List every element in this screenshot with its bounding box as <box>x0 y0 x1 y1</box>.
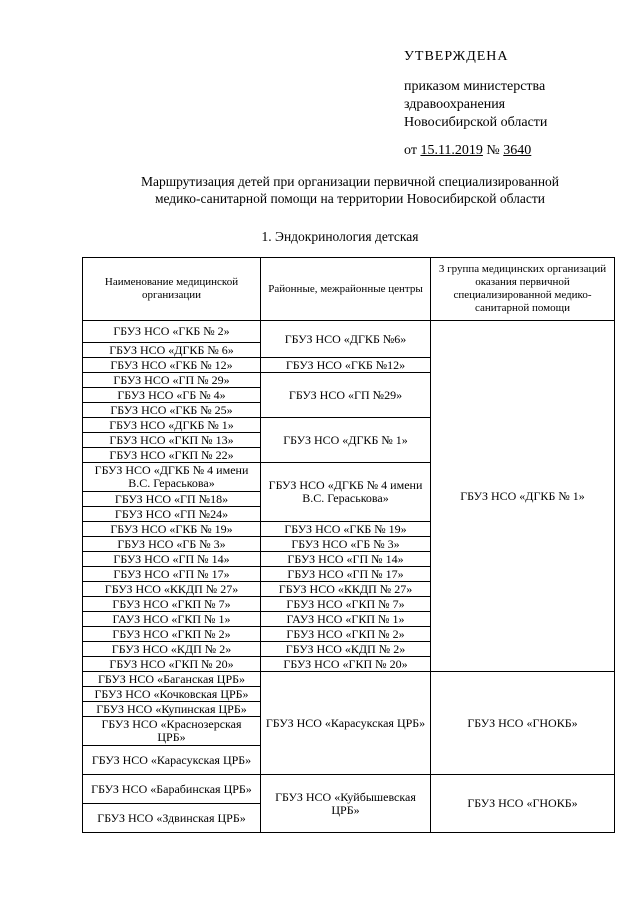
routing-table <box>82 257 615 833</box>
group-cell: ГБУЗ НСО «ГНОКБ» <box>431 775 615 833</box>
org-cell: ГБУЗ НСО «ГП № 14» <box>83 552 261 567</box>
org-cell: ГБУЗ НСО «ГКП № 13» <box>83 433 261 448</box>
org-cell: ГБУЗ НСО «ГП №18» <box>83 492 261 507</box>
date-prefix: от <box>404 143 417 158</box>
org-cell: ГБУЗ НСО «КДП № 2» <box>83 642 261 657</box>
org-cell: ГБУЗ НСО «ГП №24» <box>83 507 261 522</box>
org-cell: ГБУЗ НСО «ДГКБ № 4 имени В.С. Гераськова» <box>83 463 261 492</box>
center-cell: ГБУЗ НСО «ККДП № 27» <box>261 582 431 597</box>
org-cell: ГБУЗ НСО «Барабинская ЦРБ» <box>83 775 261 804</box>
approval-number: 3640 <box>503 143 532 158</box>
approval-block <box>404 48 547 160</box>
approval-line-3: Новосибирской области <box>404 115 548 130</box>
org-cell: ГБУЗ НСО «ГКП № 2» <box>83 627 261 642</box>
approval-title: УТВЕРЖДЕНА <box>404 49 509 64</box>
org-cell: ГБУЗ НСО «ГБ № 4» <box>83 388 261 403</box>
center-cell: ГБУЗ НСО «ГП № 17» <box>261 567 431 582</box>
center-cell: ГБУЗ НСО «ГКП № 7» <box>261 597 431 612</box>
group-cell: ГБУЗ НСО «ДГКБ № 1» <box>431 321 615 672</box>
center-cell: ГБУЗ НСО «Куйбышевская ЦРБ» <box>261 775 431 833</box>
org-cell: ГБУЗ НСО «Здвинская ЦРБ» <box>83 804 261 833</box>
heading-line-1: Маршрутизация детей при организации первичной специализированной <box>140 174 560 189</box>
org-cell: ГБУЗ НСО «ГКБ № 2» <box>83 321 261 343</box>
table-header-row <box>83 258 615 321</box>
header-organization: Наименование медицинской организации <box>83 258 261 321</box>
org-cell: ГБУЗ НСО «Кочковская ЦРБ» <box>83 687 261 702</box>
center-cell: ГБУЗ НСО «Карасукская ЦРБ» <box>261 672 431 775</box>
org-cell: ГБУЗ НСО «ГКП № 20» <box>83 657 261 672</box>
document-heading <box>60 173 640 207</box>
group-cell: ГБУЗ НСО «ГНОКБ» <box>431 672 615 775</box>
approval-date: 15.11.2019 <box>420 143 483 158</box>
org-cell: ГБУЗ НСО «Купинская ЦРБ» <box>83 702 261 717</box>
section-title: 1. Эндокринология детская <box>261 229 419 244</box>
center-cell: ГБУЗ НСО «ГП №29» <box>261 373 431 418</box>
org-cell: ГБУЗ НСО «ГКБ № 19» <box>83 522 261 537</box>
center-cell: ГБУЗ НСО «ГП № 14» <box>261 552 431 567</box>
center-cell: ГБУЗ НСО «КДП № 2» <box>261 642 431 657</box>
org-cell: ГБУЗ НСО «Баганская ЦРБ» <box>83 672 261 687</box>
center-cell: ГБУЗ НСО «ГКП № 20» <box>261 657 431 672</box>
table-row <box>83 321 615 343</box>
center-cell: ГБУЗ НСО «ГКБ № 19» <box>261 522 431 537</box>
center-cell: ГБУЗ НСО «ГБ № 3» <box>261 537 431 552</box>
table-row <box>83 775 615 804</box>
org-cell: ГБУЗ НСО «ГП № 17» <box>83 567 261 582</box>
org-cell: ГБУЗ НСО «ДГКБ № 6» <box>83 343 261 358</box>
header-centers: Районные, межрайонные центры <box>261 258 431 321</box>
org-cell: ГБУЗ НСО «ГКП № 7» <box>83 597 261 612</box>
center-cell: ГАУЗ НСО «ГКП № 1» <box>261 612 431 627</box>
org-cell: ГБУЗ НСО «ККДП № 27» <box>83 582 261 597</box>
org-cell: ГБУЗ НСО «Краснозерская ЦРБ» <box>83 717 261 746</box>
center-cell: ГБУЗ НСО «ДГКБ № 1» <box>261 418 431 463</box>
org-cell: ГБУЗ НСО «ГКБ № 12» <box>83 358 261 373</box>
org-cell: ГБУЗ НСО «ГП № 29» <box>83 373 261 388</box>
approval-line-2: здравоохранения <box>404 97 506 112</box>
approval-date-line <box>404 142 547 160</box>
center-cell: ГБУЗ НСО «ДГКБ №6» <box>261 321 431 358</box>
org-cell: ГБУЗ НСО «Карасукская ЦРБ» <box>83 746 261 775</box>
table-row <box>83 672 615 687</box>
center-cell: ГБУЗ НСО «ДГКБ № 4 имени В.С. Гераськова» <box>261 463 431 522</box>
heading-line-2: медико-санитарной помощи на территории Новосибирской области <box>154 191 546 206</box>
org-cell: ГАУЗ НСО «ГКП № 1» <box>83 612 261 627</box>
org-cell: ГБУЗ НСО «ГБ № 3» <box>83 537 261 552</box>
number-sign: № <box>486 143 500 158</box>
center-cell: ГБУЗ НСО «ГКБ №12» <box>261 358 431 373</box>
org-cell: ГБУЗ НСО «ГКБ № 25» <box>83 403 261 418</box>
org-cell: ГБУЗ НСО «ГКП № 22» <box>83 448 261 463</box>
header-group: 3 группа медицинских организаций оказания первичной специализированной медико-санитарной помощи <box>431 258 615 321</box>
center-cell: ГБУЗ НСО «ГКП № 2» <box>261 627 431 642</box>
org-cell: ГБУЗ НСО «ДГКБ № 1» <box>83 418 261 433</box>
approval-line-1: приказом министерства <box>404 79 546 94</box>
